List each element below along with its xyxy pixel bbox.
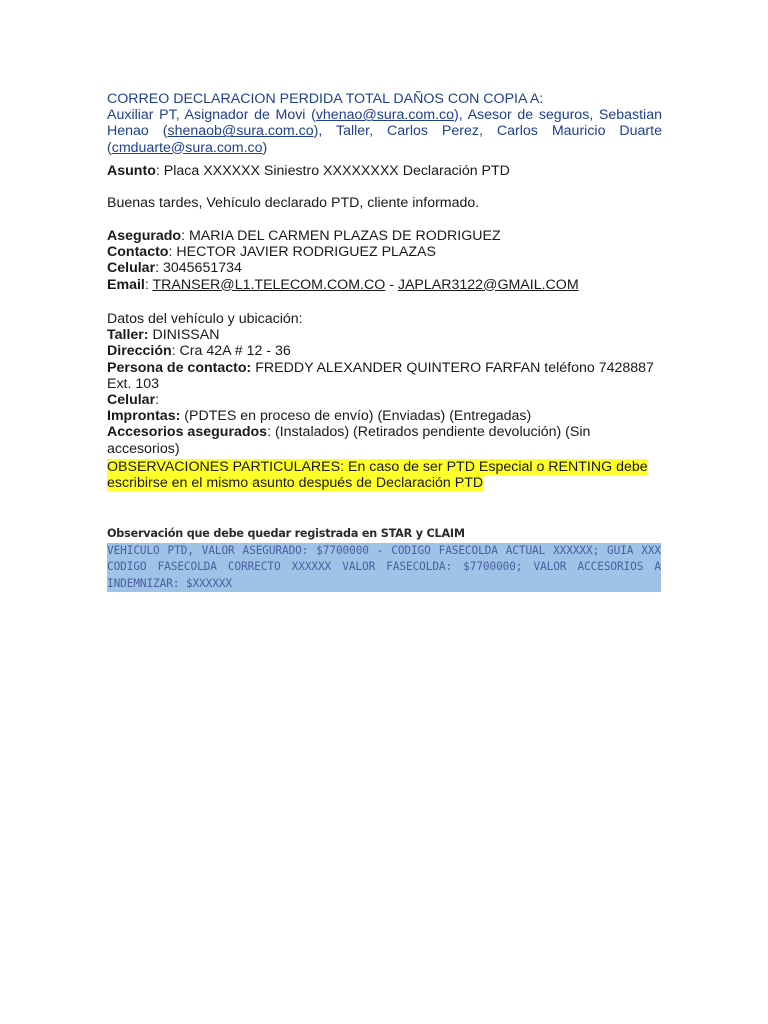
contacto-label: Contacto bbox=[107, 244, 169, 261]
vehicle-celular-value: : bbox=[155, 392, 160, 409]
taller-label: Taller: bbox=[107, 327, 149, 344]
direccion-value: : Cra 42A # 12 - 36 bbox=[171, 343, 291, 360]
observaciones-line-2: escribirse en el mismo asunto después de Declaración PTD bbox=[107, 475, 484, 492]
greeting: Buenas tardes, Vehículo declarado PTD, cliente informado. bbox=[107, 195, 480, 211]
star-claim-text: VEHICULO PTD, VALOR ASEGURADO: $7700000 - CODIGO FASECOLDA ACTUAL XXXXXX; GUIA XXX CODIGO FASECOLDA CORRECTO XXXXXX VALOR FASECOLDA: $7700000; VALOR ACCESORIOS A INDEMNIZAR: $XXXXXX bbox=[107, 543, 661, 592]
subject-line bbox=[107, 163, 662, 179]
subject-label: Asunto bbox=[107, 163, 156, 179]
subject-value: : Placa XXXXXX Siniestro XXXXXXXX Declaración PTD bbox=[155, 163, 510, 179]
vehicle-intro: Datos del vehículo y ubicación: bbox=[107, 311, 303, 327]
client-email-link-1[interactable]: TRANSER@L1.TELECOM.COM.CO bbox=[152, 276, 386, 293]
client-info: Asegurado: MARIA DEL CARMEN PLAZAS DE RODRIGUEZ Contacto: HECTOR JAVIER RODRIGUEZ PLAZAS Celular: 3045651734 Email: TRANSER@L1.TELECOM.COM.CO - JAPLAR3122@GMAIL.COM bbox=[107, 228, 579, 293]
persona-contacto-ext: Ext. 103 bbox=[107, 375, 160, 392]
client-email-link-2[interactable]: JAPLAR3122@GMAIL.COM bbox=[397, 276, 579, 293]
star-claim-heading: Observación que debe quedar registrada en STAR y CLAIM bbox=[107, 527, 465, 540]
celular-label: Celular bbox=[107, 260, 156, 277]
email-label: Email bbox=[107, 276, 145, 293]
vehicle-info bbox=[107, 311, 662, 457]
vehicle-celular-label: Celular bbox=[107, 392, 156, 409]
direccion-label: Dirección bbox=[107, 343, 172, 360]
observaciones-block bbox=[107, 459, 662, 491]
cc-recipients: Auxiliar PT, Asignador de Movi (vhenao@sura.com.co), Asesor de seguros, Sebastian Henao (shenaob@sura.com.co), Taller, Carlos Perez, Carlos Mauricio Duarte (cmduarte@sura.com.co) bbox=[107, 107, 662, 156]
observaciones-line-1: OBSERVACIONES PARTICULARES: En caso de ser PTD Especial o RENTING debe bbox=[107, 459, 648, 475]
cc-email-link-2[interactable]: shenaob@sura.com.co bbox=[167, 123, 314, 140]
cc-email-link-1[interactable]: vhenao@sura.com.co bbox=[315, 107, 455, 124]
cc-email-link-3[interactable]: cmduarte@sura.com.co bbox=[111, 139, 263, 156]
accesorios-label: Accesorios asegurados bbox=[107, 424, 268, 441]
taller-value: DINISSAN bbox=[148, 327, 220, 344]
accesorios-value: : (Instalados) (Retirados pendiente devolución) (Sin accesorios) bbox=[107, 424, 591, 457]
contacto-value: : HECTOR JAVIER RODRIGUEZ PLAZAS bbox=[168, 244, 436, 261]
persona-contacto-value: FREDDY ALEXANDER QUINTERO FARFAN teléfono 7428887 bbox=[251, 359, 654, 376]
persona-contacto-label: Persona de contacto: bbox=[107, 359, 252, 376]
email-title: CORREO DECLARACION PERDIDA TOTAL DAÑOS CON COPIA A: bbox=[107, 91, 544, 107]
celular-value: : 3045651734 bbox=[155, 260, 242, 277]
asegurado-label: Asegurado bbox=[107, 228, 182, 244]
asegurado-value: : MARIA DEL CARMEN PLAZAS DE RODRIGUEZ bbox=[181, 228, 501, 244]
email-header bbox=[107, 91, 662, 156]
improntas-value: (PDTES en proceso de envío) (Enviadas) (Entregadas) bbox=[180, 408, 532, 425]
improntas-label: Improntas: bbox=[107, 408, 181, 425]
